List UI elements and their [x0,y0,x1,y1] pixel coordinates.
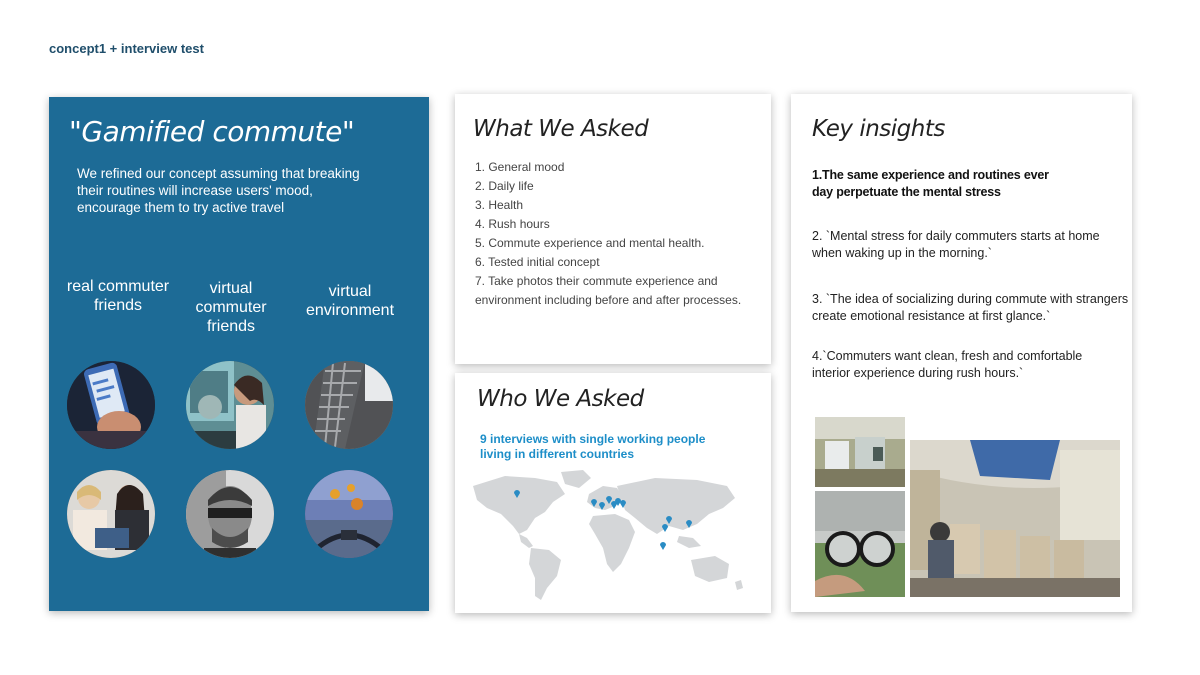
photo-home-room [815,417,905,487]
concept-description: We refined our concept assuming that breaking their routines will increase users' mood, encourage them to try active travel [77,166,360,215]
photo-women-meeting [67,470,155,558]
who-we-asked-heading: Who We Asked [477,386,644,412]
question-item: 4. Rush hours [475,217,550,231]
question-item: 6. Tested initial concept [475,255,600,269]
question-item: 7. Take photos their commute experience and environment including before and after processes. [475,274,742,307]
insight-item: 1.The same experience and routines ever day perpetuate the mental stress [812,168,1049,199]
photo-game-scene [305,470,393,558]
question-item: 2. Daily life [475,179,534,193]
question-item: 5. Commute experience and mental health. [475,236,705,250]
concept-card [49,97,429,611]
photo-man-with-glasses [186,470,274,558]
column-label-real-friends: real commuter friends [66,278,170,314]
questions-list [475,158,760,310]
world-map [465,468,755,603]
page-title: concept1 + interview test [49,41,204,56]
column-label-virtual-friends: virtual commuter friends [195,280,267,335]
photo-phone-chat [67,361,155,449]
what-we-asked-heading: What We Asked [473,116,649,142]
insight-item: 3. `The idea of socializing during commute with strangers create emotional resistance at first glance.` [812,292,1129,323]
insight-item: 4.`Commuters want clean, fresh and comfortable interior experience during rush hours.` [812,349,1083,380]
photo-bus-interior [910,440,1120,597]
question-item: 1. General mood [475,160,565,174]
photo-woman-in-car [186,361,274,449]
insight-item: 2. `Mental stress for daily commuters starts at home when waking up in the morning.` [812,229,1100,260]
column-label-virtual-environment: virtual environment [305,283,395,319]
photo-building-structure [305,361,393,449]
photo-glasses-grass [815,491,905,597]
what-we-asked-card [455,94,771,364]
key-insights-card [791,94,1132,612]
concept-title: "Gamified commute" [69,115,355,148]
question-item: 3. Health [475,198,524,212]
who-we-asked-subtitle: 9 interviews with single working people living in different countries [480,432,706,461]
key-insights-heading: Key insights [812,116,945,142]
who-we-asked-card [455,373,771,613]
